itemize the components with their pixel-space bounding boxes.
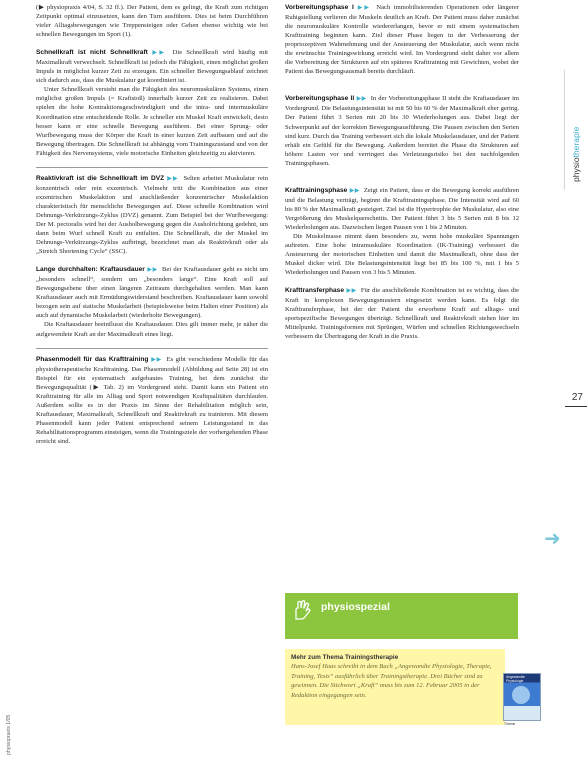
column-divider bbox=[36, 167, 268, 168]
section-text: Unter Schnellkraft versteht man die Fähigkeit des neuromuskulären Systems, einen möglichst großen Impuls (= Kraftstoß) innerhalb kurzer Zeit zu realisieren. Dabei spielen die hohe Kontraktionsgeschwindigkeit und die intra- und intermuskuläre Koordination eine entscheidende Rolle. Je schneller ein Muskel Kraft entwickelt, desto besser kann er eine schnelle Bewegung ausführen. Bei einer Sprung- oder Wurfbewegung muss der Körper die Kraft in einer kurzen Zeit aufbauen und auf die Bewegung übertragen. Die Schnellkraft ist abhängig vom Trainingszustand und von der Fähigkeit des Nervensystems, viele motorische Einheiten gleichzeitig zu aktivieren. bbox=[36, 86, 268, 157]
section-kraftausdauer bbox=[36, 265, 268, 338]
book-cover-title: Angewandte Physiologie bbox=[506, 675, 525, 683]
section-heading: Reaktivkraft ist die Schnellkraft im DVZ bbox=[36, 174, 165, 182]
physiospezial-subtitle: Mehr zum Thema Trainingstherapie bbox=[291, 654, 399, 661]
page-number-rule bbox=[565, 406, 587, 407]
arrow-marker-icon: ▶▶ bbox=[166, 175, 179, 182]
intro-text: (▶ physiopraxis 4/04, S. 32 ff.). Der Patient, dem es gelingt, die Kraft zum richtigen Zeitpunkt optimal einzusetzen, kann den Turn ausführen. Dies ist beim Durchführen vieler Alltagsbewegungen wie Treppensteigen oder Gehen ebenso wichtig wie bei schnellen Bewegungen im Sport (1). bbox=[36, 4, 268, 39]
book-publisher-label: Thieme bbox=[504, 722, 516, 726]
section-heading: Krafttransferphase bbox=[285, 287, 344, 295]
section-text: Nach immobilisierenden Operationen oder längerer Ruhigstellung verlieren die Muskeln deutlich an Kraft. Der Patient muss daher zunächst die neuromuskuläre Kontrolle wiedererlangen, bevor er mit einem systematischen Krafttraining beginnen kann. Ziel dieser Phase liegen in der Verbesserung der propriozeptiven Wahrnehmung und der Ansteuerung der Muskulatur, auch wenn nicht die erwünschte Trainingswirkung erreicht wird. Im Vordergrund steht daher vor allem die Vorbereitung der Strukturen auf ein späteres Krafttraining mit Gewichten, wobei der Patient das Bewegungsausmaß bereits durchläuft. bbox=[285, 4, 519, 76]
section-text: Für die anschließende Kombination ist es wichtig, dass die Kraft in komplexen Bewegungsmustern eingesetzt werden kann. Es folgt die Krafttransferphase, bei der der Patient die erworbene Kraft auf alltags- und sportspezifische Bewegungen überträgt. Schnellkraft und Reaktivkraft stehen hier im Mittelpunkt. Trainingsformen mit Sprüngen, Würfen und schnellen Richtungswechseln verbessern die Übertragung der Kraft in die Praxis. bbox=[285, 287, 520, 341]
right-column bbox=[285, 3, 519, 351]
page-number: 27 bbox=[571, 392, 583, 403]
book-cover-image bbox=[503, 673, 541, 721]
physiospezial-body bbox=[285, 649, 505, 725]
section-text: Die Muskelmasse nimmt dann besonders zu, wenn hohe muskuläre Spannungen auftreten. Eine hohe intramuskuläre Koordination (IK-Training) verbessert die Ansteuerung der motorischen Einheiten und damit die Maximalkraft, ohne dass der Muskel dicker wird. Die Belastungsintensität liegt bei 85 bis 100 %, mit 1 bis 5 Wiederholungen und Pausen von 3 bis 5 Minuten. bbox=[285, 232, 519, 277]
section-heading: Phasenmodell für das Krafttraining bbox=[36, 355, 149, 363]
section-tab-label-accent: therapie bbox=[571, 126, 581, 158]
section-text: Zeigt ein Patient, dass er die Bewegung korrekt ausführen und die Belastung verträgt, beginnt die Krafttrainingsphase. Die Intensität wird auf 60 bis 80 % der Maximalkraft gesteigert. Ziel ist die Hypertrophie der Muskulatur, also eine Vergrößerung des Muskelquerschnitts. Der Patient führt 3 bis 5 Serien mit 8 bis 12 Wiederholungen aus. Dazwischen liegen Pausen von 1 bis 2 Minuten. bbox=[285, 186, 519, 231]
arrow-marker-icon: ▶▶ bbox=[349, 187, 360, 194]
section-vorbereitung-2 bbox=[285, 94, 519, 167]
section-text: Bei der Kraftausdauer geht es nicht um „besonders schnell“, sondern um „besonders lange“. Eine Kraft soll auf Bewegungsebene über einen längeren Zeitraum durchgehalten werden. Man kann Kraftausdauer auch mit Ermüdungswiderstand beschreiben. Kraftausdauer kann sowohl bezogen sein auf statische Muskelarbeit (beispielsweise beim Halten einer Position) als auch auf dynamische Muskelarbeit (wiederholte Bewegungen). bbox=[36, 266, 268, 320]
section-heading: Vorbereitungsphase I bbox=[285, 4, 354, 11]
section-heading: Krafttrainingsphase bbox=[285, 186, 348, 194]
section-vorbereitung-1 bbox=[285, 3, 519, 76]
section-phasenmodell bbox=[36, 355, 268, 446]
section-krafttransfer bbox=[285, 286, 519, 341]
left-column bbox=[36, 3, 268, 455]
hand-icon bbox=[291, 599, 313, 621]
next-page-arrow-icon[interactable]: ➜ bbox=[544, 526, 561, 550]
arrow-marker-icon: ▶▶ bbox=[356, 96, 367, 103]
section-heading: Schnellkraft ist nicht Schnellkraft bbox=[36, 49, 148, 57]
arrow-marker-icon: ▶▶ bbox=[355, 5, 371, 11]
physiospezial-box bbox=[285, 593, 525, 745]
physiospezial-title: physiospezial bbox=[321, 601, 390, 613]
arrow-marker-icon: ▶▶ bbox=[149, 50, 167, 57]
footer-issue: physiopraxis 1/05 bbox=[6, 714, 12, 755]
arrow-marker-icon: ▶▶ bbox=[146, 267, 158, 274]
section-heading: Lange durchhalten: Kraftausdauer bbox=[36, 266, 145, 274]
section-text: In der Vorbereitungsphase II steht die Kraftausdauer im Vordergrund. Die Belastungsintensität ist mit 50 bis 60 % der Maximalkraft eher gering. Der Patient führt 3 Serien mit 20 bis 30 Wiederholungen aus. Dabei liegt der Schwerpunkt auf der korrekten Bewegungsausführung. Die Pausen zwischen den Serien sind kurz. Durch das Training verbessert sich die lokale Muskelausdauer, und der Patient erhält ein Gefühl für die Bewegung. Außerdem bereitet die Phase die Strukturen auf höhere Lasten vor und verringert das Verletzungsrisiko bei den nachfolgenden Trainingsphasen. bbox=[285, 95, 520, 167]
section-krafttraining bbox=[285, 186, 519, 277]
arrow-marker-icon: ▶▶ bbox=[150, 356, 163, 363]
section-text: Die Kraftausdauer beeinflusst die Kraftausdauer. Dies gilt immer mehr, je näher die aufgewendete Kraft an der Maximalkraft eines liegt. bbox=[36, 321, 268, 338]
section-tab bbox=[564, 70, 587, 190]
section-tab-label bbox=[571, 127, 581, 182]
intro-paragraph bbox=[36, 3, 268, 39]
arrow-marker-icon: ▶▶ bbox=[346, 288, 357, 295]
physiospezial-text: Hans-Josef Haas schreibt in dem Buch „Angewandte Physiologie, Therapie, Training, Tests“ ausführlich über Trainingstherapie. Drei Bücher sind zu gewinnen. Die Stichwort „Kraft“ muss bis zum 12. Februar 2005 in der Redaktion eingegangen sein. bbox=[291, 663, 492, 699]
section-reaktivkraft bbox=[36, 174, 268, 256]
physiospezial-header bbox=[285, 593, 518, 639]
section-text: Es gibt verschiedene Modelle für das physiotherapeutische Krafttraining. Das Phasenmodell (Abbildung auf Seite 28) ist ein Beispiel für ein systematisch aufgebautes Training, bei dem zunächst die Bewegungsqualität (▶ Tab. 2) im Vordergrund steht. Damit kann ein Patient ein Krafttraining für alle im Alltag und Sport notwendigen Kraftqualitäten durchlaufen. Außerdem sollte es in der Praxis im Sinne der Rehabilitation möglich sein, Kraftausdauer, Maximalkraft, Schnellkraft und Reaktivkraft zu trainieren. Mit diesem Phasenmodell kann jeder Patient entsprechend seinem Leistungsstand in das Rehabilitationsprogramm einsteigen, wenn die Trainingsziele der vorhergehenden Phase erreicht sind. bbox=[36, 355, 268, 445]
section-tab-label-main: physio bbox=[571, 157, 581, 182]
book-cover-figure bbox=[512, 686, 530, 704]
section-text: Die Schnellkraft wird häufig mit Maximalkraft verwechselt. Schnellkraft ist jedoch die Fähigkeit, einen möglichst großen Impuls in möglichst kurzer Zeit zu erzeugen. Ein schneller Bewegungsablauf zeichnet sich dadurch aus, dass die Muskulatur gut koordiniert ist. bbox=[36, 49, 268, 85]
section-text: Selten arbeitet Muskulatur rein konzentrisch oder rein exzentrisch. Vielmehr tritt die Kombination aus einer exzentrischen Muskelaktion und anschließender konzentrischer Muskelaktion charakteristisch für menschliche Bewegungen auf. Diese schnelle Kombination wird Dehnungs-Verkürzungs-Zyklus (DVZ) genannt. Zum Beispiel bei der Wurfbewegung: Der M. pectoralis wird bei der Ausholbewegung gegen die Ausholrichtung gedehnt, um dann beim Wurf schnell Kraft zu entfalten. Die Schnellkraft, die der Muskel im Dehnungs-Verkürzungs-Zyklus aufbringt, bezeichnet man als Reaktivkraft oder als „Stretch Shortening Cycle“ (SSC). bbox=[36, 174, 268, 256]
section-schnellkraft bbox=[36, 48, 268, 158]
column-divider bbox=[36, 348, 268, 349]
section-heading: Vorbereitungsphase II bbox=[285, 95, 355, 103]
